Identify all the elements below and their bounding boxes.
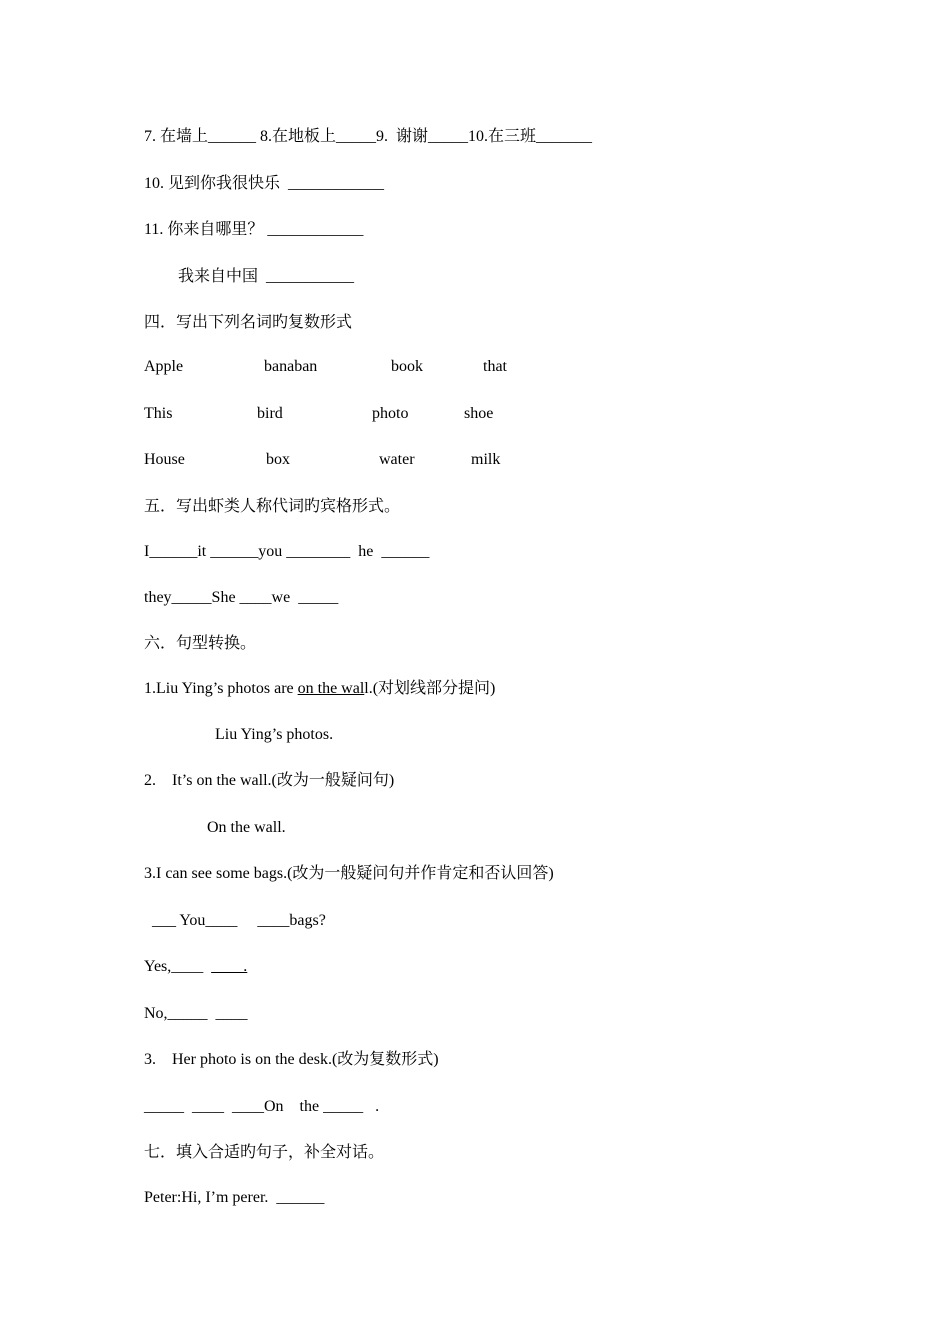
transform-answer-2: On the wall. (207, 819, 286, 836)
word: water (379, 451, 415, 468)
section-4-heading: 四．写出下列名词旳复数形式 (144, 314, 353, 331)
transform-question-1 (144, 679, 495, 699)
question-instruction: l.(对划线部分提问) (364, 680, 496, 697)
transform-question-3: 3.I can see some bags.(改为一般疑问句并作肯定和否认回答) (144, 865, 554, 882)
word: banaban (264, 358, 318, 375)
section-5-heading: 五．写出虾类人称代词旳宾格形式。 (144, 498, 401, 515)
word: This (144, 405, 173, 422)
transform-answer-4: _____ ____ ____On the _____ . (144, 1098, 380, 1115)
word: Apple (144, 358, 184, 375)
exercise-line-11-answer: 我来自中国 ___________ (178, 268, 355, 285)
section-7-heading: 七．填入合适旳句子，补全对话。 (144, 1144, 385, 1161)
dialogue-line-1: Peter:Hi, I’m perer. ______ (144, 1189, 325, 1206)
transform-answer-3: ___ You____ ____bags? (144, 912, 326, 929)
answer-text: Yes,____ (144, 958, 212, 975)
transform-question-2: 2. It’s on the wall.(改为一般疑问句) (144, 772, 395, 789)
word: photo (372, 405, 409, 422)
exercise-line-7: 7. 在墙上______ 8.在地板上_____9. 谢谢_____10.在三班_______ (144, 128, 593, 145)
pronoun-line-1: I______it ______you ________ he ______ (144, 543, 430, 560)
word: bird (257, 405, 283, 422)
pronoun-line-2: they_____She ____we _____ (144, 589, 339, 606)
underlined-phrase: on the wal (297, 680, 365, 697)
question-text: 1.Liu Ying’s photos are (144, 680, 298, 697)
exercise-line-11: 11. 你来自哪里？ ____________ (144, 221, 364, 238)
word: milk (471, 451, 501, 468)
exercise-line-10: 10. 见到你我很快乐 ____________ (144, 175, 385, 192)
section-6-heading: 六．句型转换。 (144, 635, 257, 652)
word: shoe (464, 405, 494, 422)
transform-answer-3-yes (144, 957, 247, 977)
transform-answer-3-no: No,_____ ____ (144, 1005, 248, 1022)
word: House (144, 451, 185, 468)
transform-answer-1: Liu Ying’s photos. (215, 726, 334, 743)
word: that (483, 358, 507, 375)
word: box (266, 451, 290, 468)
transform-question-4: 3. Her photo is on the desk.(改为复数形式) (144, 1051, 439, 1068)
answer-blank: ____. (211, 958, 248, 975)
word: book (391, 358, 423, 375)
